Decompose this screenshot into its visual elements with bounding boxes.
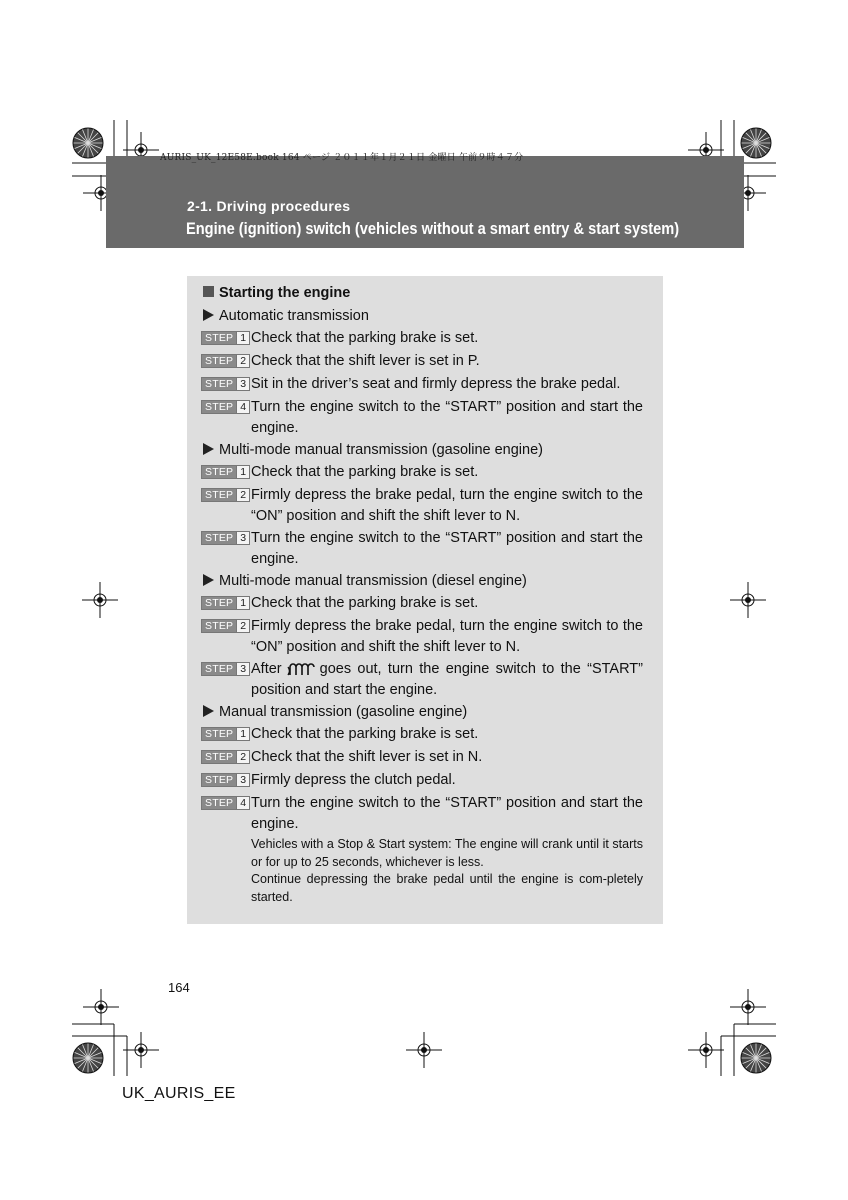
step-badge: STEP 2 xyxy=(201,488,250,502)
step-badge: STEP 1 xyxy=(201,465,250,479)
color-target-icon xyxy=(73,128,103,158)
step-text: Check that the parking brake is set. xyxy=(251,595,479,611)
page-title: Engine (ignition) switch (vehicles without a smart entry & start system) xyxy=(186,219,680,238)
step-text: Turn the engine switch to the “START” position and start the engine. xyxy=(251,530,643,567)
note-text: Vehicles with a Stop & Start system: The engine will crank until it starts or for up to 25 seconds, whichever is less. xyxy=(251,837,643,869)
triangle-bullet-icon xyxy=(203,443,214,455)
page-number: 164 xyxy=(168,980,190,995)
subsection-mmt-gasoline: Multi-mode manual transmission (gasoline engine) xyxy=(203,440,543,460)
step-text: Check that the parking brake is set. xyxy=(251,726,479,742)
step-badge: STEP 3 xyxy=(201,377,250,391)
subsection-mmt-diesel: Multi-mode manual transmission (diesel engine) xyxy=(203,571,527,591)
note-text: Continue depressing the brake pedal until the engine is com-pletely started. xyxy=(251,872,643,904)
crosshair-mark-icon xyxy=(82,582,118,618)
triangle-bullet-icon xyxy=(203,574,214,586)
step-text: Turn the engine switch to the “START” position and start the engine. xyxy=(251,795,643,832)
step-text: After goes out, turn the engine switch to the “START” position and start the engine. xyxy=(251,661,643,698)
footer-code: UK_AURIS_EE xyxy=(122,1085,236,1102)
triangle-bullet-icon xyxy=(203,309,214,321)
step-badge: STEP 1 xyxy=(201,727,250,741)
step-text: Firmly depress the brake pedal, turn the engine switch to the “ON” position and shift the shift lever to N. xyxy=(251,487,643,524)
crosshair-mark-icon xyxy=(730,582,766,618)
color-target-icon xyxy=(741,1043,771,1073)
print-slug: AURIS_UK_12E58E.book 164 ページ ２０１１年１月２１日 金曜日 午前９時４７分 xyxy=(160,153,524,163)
step-badge: STEP 4 xyxy=(201,796,250,810)
crosshair-mark-icon xyxy=(688,1032,724,1068)
step-text: Check that the parking brake is set. xyxy=(251,464,479,480)
step-text: Sit in the driver’s seat and firmly depress the brake pedal. xyxy=(251,376,621,392)
step-badge: STEP 1 xyxy=(201,596,250,610)
step-badge: STEP 4 xyxy=(201,400,250,414)
content-box xyxy=(187,276,663,924)
color-target-icon xyxy=(741,128,771,158)
step-badge: STEP 2 xyxy=(201,354,250,368)
color-target-icon xyxy=(73,1043,103,1073)
crosshair-mark-icon xyxy=(123,1032,159,1068)
crosshair-mark-icon xyxy=(83,989,119,1025)
step-badge: STEP 2 xyxy=(201,750,250,764)
step-badge: STEP 1 xyxy=(201,331,250,345)
square-bullet-icon xyxy=(203,286,214,297)
step-badge: STEP 3 xyxy=(201,662,250,676)
step-text: Firmly depress the clutch pedal. xyxy=(251,772,456,788)
step-text: Check that the shift lever is set in N. xyxy=(251,749,483,765)
crosshair-mark-icon xyxy=(406,1032,442,1068)
section-heading: Starting the engine xyxy=(203,283,350,303)
subsection-manual-gasoline: Manual transmission (gasoline engine) xyxy=(203,702,467,722)
crosshair-mark-icon xyxy=(730,989,766,1025)
glow-plug-icon xyxy=(286,661,316,677)
triangle-bullet-icon xyxy=(203,705,214,717)
step-badge: STEP 3 xyxy=(201,773,250,787)
step-text: Firmly depress the brake pedal, turn the engine switch to the “ON” position and shift the shift lever to N. xyxy=(251,618,643,655)
section-label: 2-1. Driving procedures xyxy=(187,198,351,214)
step-text: Turn the engine switch to the “START” position and start the engine. xyxy=(251,399,643,436)
step-badge: STEP 3 xyxy=(201,531,250,545)
step-text: Check that the parking brake is set. xyxy=(251,330,479,346)
step-text: Check that the shift lever is set in P. xyxy=(251,353,480,369)
step-badge: STEP 2 xyxy=(201,619,250,633)
subsection-automatic: Automatic transmission xyxy=(203,306,369,326)
